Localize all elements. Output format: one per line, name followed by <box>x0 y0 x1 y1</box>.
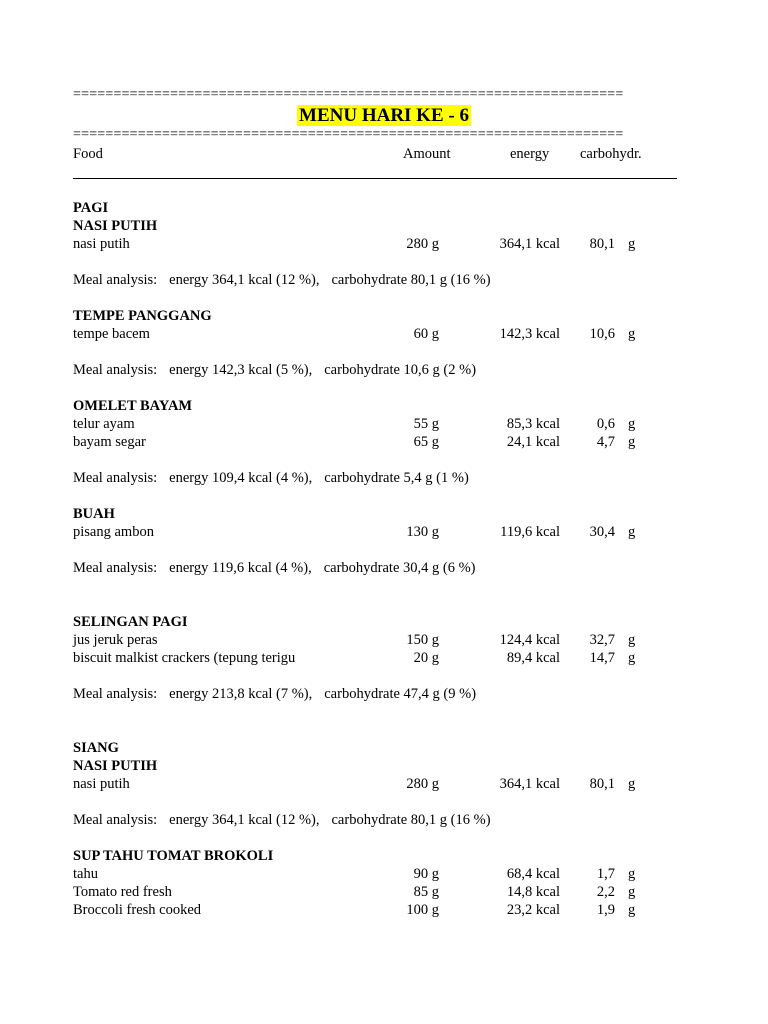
meal-analysis-label: Meal analysis: <box>73 272 158 288</box>
food-name: Tomato red fresh <box>73 884 172 900</box>
food-amount: 55 g <box>413 416 439 432</box>
meal-analysis <box>73 361 476 379</box>
food-carb-unit: g <box>628 632 636 648</box>
separator-top: ==================================================================== <box>73 87 624 102</box>
meal-analysis <box>73 469 469 487</box>
food-name: bayam segar <box>73 434 146 450</box>
food-amount: 130 g <box>406 524 439 540</box>
meal-analysis-energy: energy 364,1 kcal (12 %), <box>169 812 320 828</box>
food-carb: 0,6 <box>596 416 615 432</box>
food-carb: 30,4 <box>589 524 615 540</box>
food-name: nasi putih <box>73 776 130 792</box>
food-carb-unit: g <box>628 326 636 342</box>
food-amount: 150 g <box>406 632 439 648</box>
food-energy: 119,6 kcal <box>500 524 560 540</box>
food-name: tahu <box>73 866 98 882</box>
meal-analysis <box>73 559 476 577</box>
food-carb: 1,7 <box>596 866 615 882</box>
header-rule <box>73 178 677 179</box>
food-amount: 85 g <box>413 884 439 900</box>
food-carb-unit: g <box>628 524 636 540</box>
section-heading: NASI PUTIH <box>73 758 158 774</box>
food-carb-unit: g <box>628 776 636 792</box>
meal-analysis-energy: energy 364,1 kcal (12 %), <box>169 272 320 288</box>
section-heading: TEMPE PANGGANG <box>73 308 212 324</box>
column-food: Food <box>73 146 103 162</box>
food-name: telur ayam <box>73 416 135 432</box>
food-amount: 90 g <box>413 866 439 882</box>
food-energy: 68,4 kcal <box>506 866 560 882</box>
food-energy: 14,8 kcal <box>506 884 560 900</box>
meal-analysis-label: Meal analysis: <box>73 470 158 486</box>
food-carb-unit: g <box>628 416 636 432</box>
food-carb: 14,7 <box>589 650 615 666</box>
food-energy: 142,3 kcal <box>499 326 560 342</box>
food-amount: 280 g <box>406 776 439 792</box>
food-carb: 1,9 <box>596 902 615 918</box>
meal-analysis-carb: carbohydrate 5,4 g (1 %) <box>324 470 469 486</box>
food-carb-unit: g <box>628 902 636 918</box>
food-carb: 80,1 <box>589 236 615 252</box>
food-energy: 364,1 kcal <box>499 776 560 792</box>
food-carb: 80,1 <box>589 776 615 792</box>
section-heading: BUAH <box>73 506 115 522</box>
meal-analysis <box>73 811 491 829</box>
section-heading: OMELET BAYAM <box>73 398 193 414</box>
meal-analysis-carb: carbohydrate 47,4 g (9 %) <box>324 686 477 702</box>
section-heading: SIANG <box>73 740 119 756</box>
title-wrap <box>0 105 768 127</box>
column-amount: Amount <box>403 146 451 162</box>
meal-analysis-carb: carbohydrate 80,1 g (16 %) <box>331 272 491 288</box>
food-carb: 32,7 <box>589 632 615 648</box>
food-amount: 280 g <box>406 236 439 252</box>
food-energy: 23,2 kcal <box>506 902 560 918</box>
food-energy: 364,1 kcal <box>499 236 560 252</box>
meal-analysis-energy: energy 109,4 kcal (4 %), <box>169 470 313 486</box>
meal-analysis-label: Meal analysis: <box>73 560 158 576</box>
food-energy: 124,4 kcal <box>499 632 560 648</box>
food-name: pisang ambon <box>73 524 154 540</box>
column-carb: carbohydr. <box>580 146 642 162</box>
food-carb: 2,2 <box>596 884 615 900</box>
page-title: MENU HARI KE - 6 <box>299 105 469 126</box>
food-carb: 4,7 <box>596 434 615 450</box>
meal-analysis-label: Meal analysis: <box>73 362 158 378</box>
food-name: nasi putih <box>73 236 130 252</box>
meal-analysis <box>73 685 476 703</box>
food-name: tempe bacem <box>73 326 150 342</box>
meal-analysis-carb: carbohydrate 80,1 g (16 %) <box>331 812 491 828</box>
food-carb-unit: g <box>628 866 636 882</box>
food-carb: 10,6 <box>589 326 615 342</box>
meal-analysis-label: Meal analysis: <box>73 812 158 828</box>
food-name: biscuit malkist crackers (tepung terigu <box>73 650 296 666</box>
food-amount: 100 g <box>406 902 439 918</box>
separator-bottom: ==================================================================== <box>73 127 624 142</box>
food-name: Broccoli fresh cooked <box>73 902 202 918</box>
meal-analysis <box>73 271 491 289</box>
food-energy: 24,1 kcal <box>506 434 560 450</box>
meal-analysis-carb: carbohydrate 10,6 g (2 %) <box>324 362 477 378</box>
section-heading: PAGI <box>73 200 109 216</box>
food-energy: 89,4 kcal <box>506 650 560 666</box>
food-name: jus jeruk peras <box>73 632 158 648</box>
food-carb-unit: g <box>628 434 636 450</box>
section-heading: NASI PUTIH <box>73 218 158 234</box>
meal-analysis-label: Meal analysis: <box>73 686 158 702</box>
food-amount: 65 g <box>413 434 439 450</box>
food-energy: 85,3 kcal <box>506 416 560 432</box>
food-amount: 60 g <box>413 326 439 342</box>
section-heading: SELINGAN PAGI <box>73 614 188 630</box>
section-heading: SUP TAHU TOMAT BROKOLI <box>73 848 274 864</box>
food-amount: 20 g <box>413 650 439 666</box>
meal-analysis-energy: energy 213,8 kcal (7 %), <box>169 686 313 702</box>
meal-analysis-carb: carbohydrate 30,4 g (6 %) <box>323 560 476 576</box>
meal-analysis-energy: energy 119,6 kcal (4 %), <box>169 560 312 576</box>
food-carb-unit: g <box>628 650 636 666</box>
meal-analysis-energy: energy 142,3 kcal (5 %), <box>169 362 313 378</box>
column-energy: energy <box>510 146 550 162</box>
food-carb-unit: g <box>628 884 636 900</box>
food-carb-unit: g <box>628 236 636 252</box>
